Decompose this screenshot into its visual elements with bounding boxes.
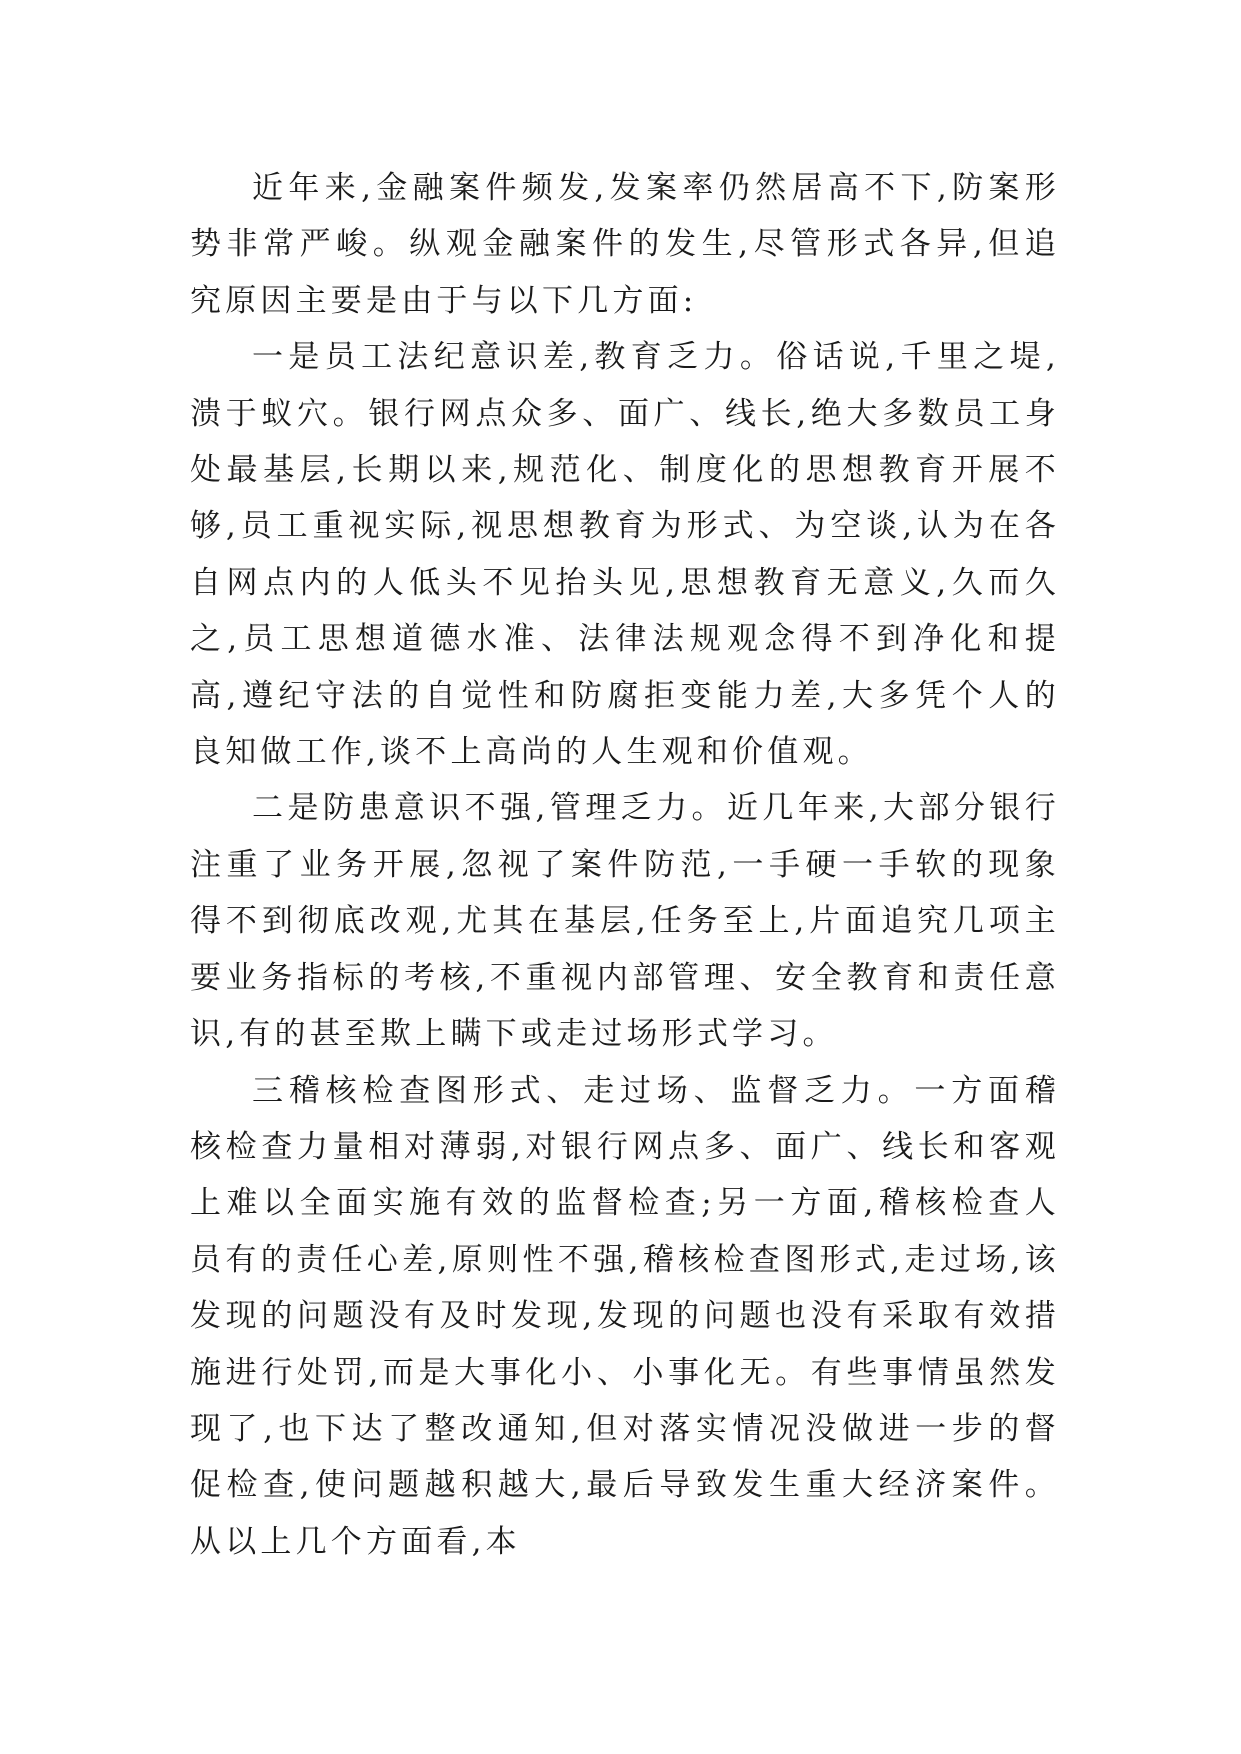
paragraph-point-three: 三稽核检查图形式、走过场、监督乏力。一方面稽核检查力量相对薄弱,对银行网点多、面广、线长和客观上难以全面实施有效的监督检查;另一方面,稽核检查人员有的责任心差,原则性不强,稽核检查图形式,走过场,该发现的问题没有及时发现,发现的问题也没有采取有效措施进行处罚,而是大事化小、小事化无。有些事情虽然发现了,也下达了整改通知,但对落实情况没做进一步的督促检查,使问题越积越大,最后导致发生重大经济案件。从以上几个方面看,本 xyxy=(190,1072,1060,1560)
document-body xyxy=(190,160,1060,1570)
paragraph-point-two: 二是防患意识不强,管理乏力。近几年来,大部分银行注重了业务开展,忽视了案件防范,一手硬一手软的现象得不到彻底改观,尤其在基层,任务至上,片面追究几项主要业务指标的考核,不重视内部管理、安全教育和责任意识,有的甚至欺上瞒下或走过场形式学习。 xyxy=(190,790,1060,1053)
paragraph-point-one: 一是员工法纪意识差,教育乏力。俗话说,千里之堤,溃于蚁穴。银行网点众多、面广、线长,绝大多数员工身处最基层,长期以来,规范化、制度化的思想教育开展不够,员工重视实际,视思想教育为形式、为空谈,认为在各自网点内的人低头不见抬头见,思想教育无意义,久而久之,员工思想道德水准、法律法规观念得不到净化和提高,遵纪守法的自觉性和防腐拒变能力差,大多凭个人的良知做工作,谈不上高尚的人生观和价值观。 xyxy=(190,339,1060,771)
paragraph-intro: 近年来,金融案件频发,发案率仍然居高不下,防案形势非常严峻。纵观金融案件的发生,尽管形式各异,但追究原因主要是由于与以下几方面: xyxy=(190,170,1060,319)
